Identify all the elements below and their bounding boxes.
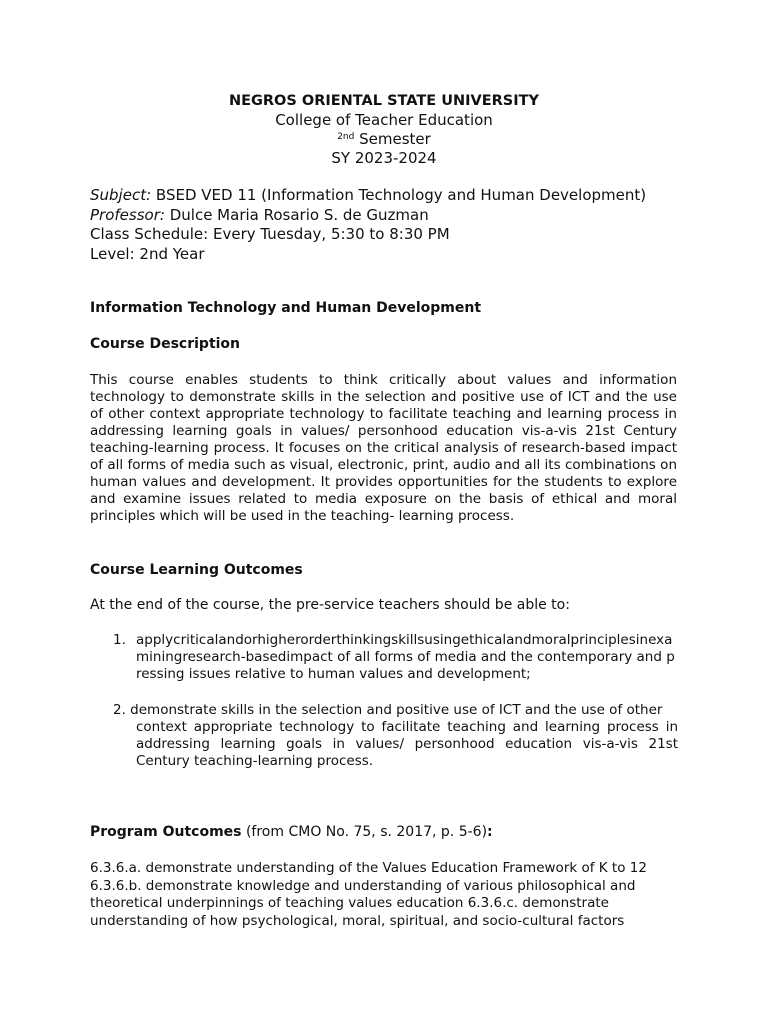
professor-value: Dulce Maria Rosario S. de Guzman <box>169 205 429 224</box>
course-description-text: This course enables students to think critically about values and information technology to demonstrate skills in the selection and positive use of ICT and the use of other context appropriate technology to facilitate teaching and learning process in addressing learning goals in values/ personhood education vis-a-vis 21st Century teaching-learning process. It focuses on the critical analysis of research-based impact of all forms of media such as visual, electronic, print, audio and all its combinations on human values and development. It provides opportunities for the students to explore and examine issues related to media exposure on the basis of ethical and moral principles which will be used in the teaching- learning process. <box>90 372 677 524</box>
outcome-item-2-first-line: 2. demonstrate skills in the selection and positive use of ICT and the use of other <box>113 702 663 718</box>
subject-label: Subject: <box>90 186 152 204</box>
outcome-item-2 <box>113 702 678 770</box>
college-name: College of Teacher Education <box>275 111 493 129</box>
course-meta <box>90 186 690 264</box>
course-title: Information Technology and Human Development <box>90 300 482 316</box>
semester-line <box>0 130 768 149</box>
learning-outcomes-heading: Course Learning Outcomes <box>90 562 303 578</box>
subject-line <box>90 186 690 206</box>
outcome-item-1-number: 1. <box>113 632 126 648</box>
program-outcomes-colon: : <box>487 824 493 840</box>
outcome-item-2-text: context appropriate technology to facilitate teaching and learning process in addressing learning goals in values/ personhood education vis-a-vis 21st Century teaching-learning process. <box>136 719 678 769</box>
document-header <box>0 92 768 168</box>
level-line: Level: 2nd Year <box>90 244 205 263</box>
course-description-heading: Course Description <box>90 336 241 352</box>
program-outcomes-source: (from CMO No. 75, s. 2017, p. 5-6) <box>241 824 488 840</box>
schedule-line: Class Schedule: Every Tuesday, 5:30 to 8:30 PM <box>90 225 450 243</box>
professor-label: Professor: <box>90 205 165 224</box>
semester-ordinal: 2nd <box>337 132 355 142</box>
outcome-item-1-text: applycriticalandorhigherorderthinkingskillsusingethicalandmoralprinciplesinexaminingresearch-basedimpact of all forms of media and the contemporary and pressing issues relative to human values and development; <box>136 632 675 682</box>
program-outcomes-heading: Program Outcomes <box>90 824 242 840</box>
school-year: SY 2023-2024 <box>331 149 437 167</box>
program-outcomes-list <box>90 860 690 930</box>
program-outcomes-heading-line <box>90 824 493 840</box>
outcome-item-1 <box>113 632 678 683</box>
university-name: NEGROS ORIENTAL STATE UNIVERSITY <box>228 93 540 109</box>
professor-line <box>90 206 690 226</box>
semester-label: Semester <box>359 130 431 148</box>
learning-outcomes-intro: At the end of the course, the pre-service teachers should be able to: <box>90 597 570 613</box>
program-outcome-line: 6.3.6.b. demonstrate knowledge and understanding of various philosophical and theoretical underpinnings of teaching values education 6.3.6.c. demonstrate understanding of how psychological, moral, spiritual, and socio-cultural factors <box>90 877 636 929</box>
subject-value: BSED VED 11 (Information Technology and Human Development) <box>155 186 647 204</box>
program-outcome-line: 6.3.6.a. demonstrate understanding of the Values Education Framework of K to 12 <box>90 860 647 876</box>
